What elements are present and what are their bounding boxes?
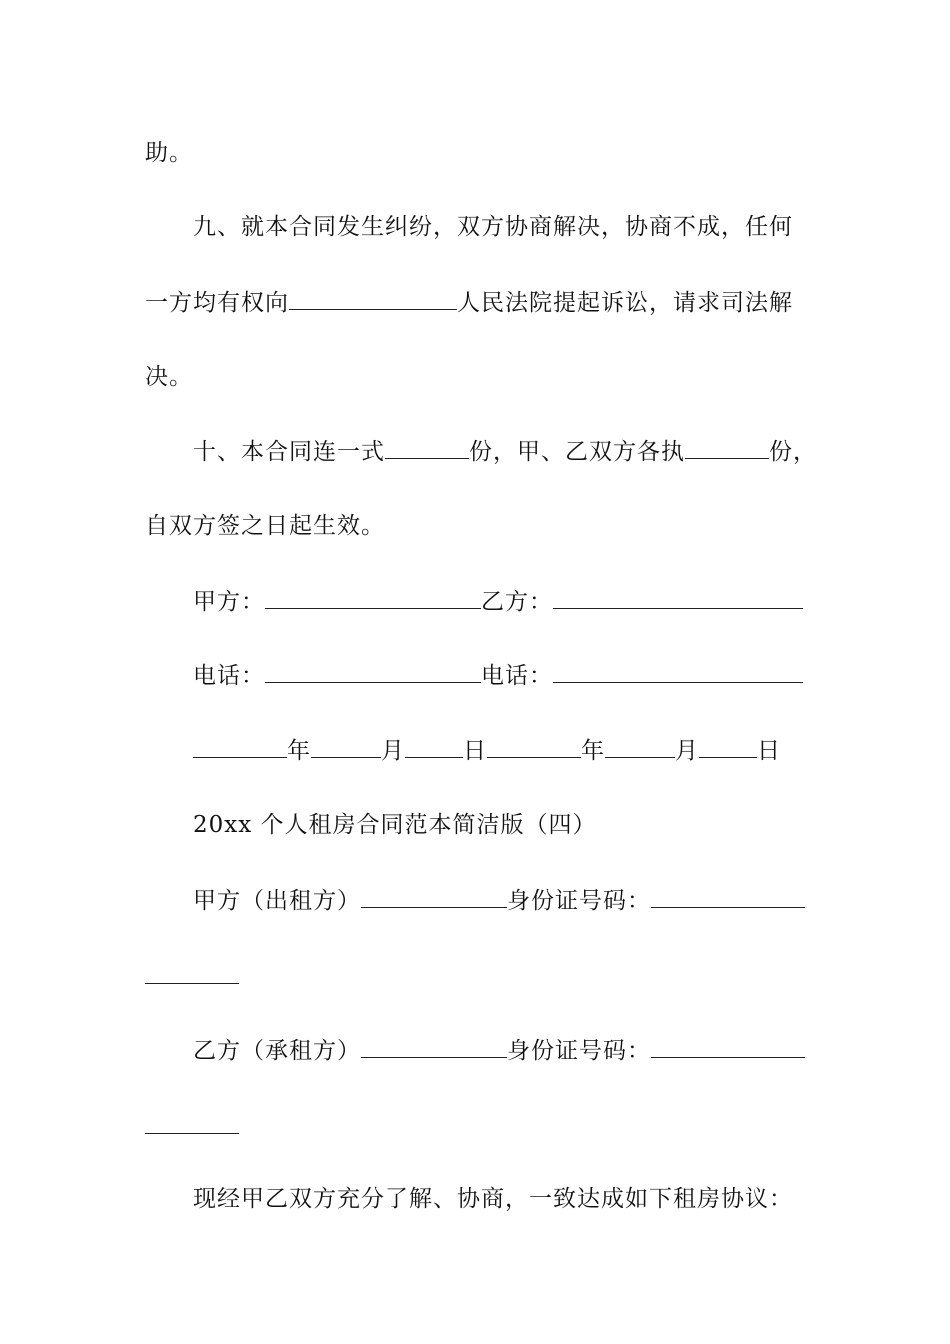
phone-b-label: 电话： [481, 663, 553, 689]
id-label: 身份证号码： [507, 888, 651, 914]
lessor-id-blank[interactable] [651, 885, 805, 908]
day-label: 日 [463, 738, 487, 764]
clause-ten [193, 436, 817, 467]
section-title [193, 810, 597, 840]
year-a-blank[interactable] [193, 735, 287, 758]
signature-dates [193, 735, 781, 766]
text: 份，甲、乙双方各执 [469, 439, 685, 465]
paragraph-line [145, 362, 193, 392]
lessee-id-blank-continued[interactable] [145, 1132, 239, 1134]
court-blank[interactable] [289, 287, 457, 310]
party-a-blank[interactable] [265, 586, 481, 609]
text: 助。 [145, 140, 193, 166]
copies-total-blank[interactable] [385, 436, 469, 459]
party-a-label: 甲方： [193, 589, 265, 615]
lessor-line [193, 885, 805, 916]
paragraph-line [145, 511, 385, 541]
text: 十、本合同连一式 [193, 439, 385, 465]
lessee-label: 乙方（承租方） [193, 1038, 361, 1064]
year-label: 年 [287, 738, 311, 764]
lessor-name-blank[interactable] [361, 885, 507, 908]
copies-each-blank[interactable] [685, 436, 769, 459]
signature-phones [193, 660, 803, 691]
text: 现经甲乙双方充分了解、协商，一致达成如下租房协议： [193, 1186, 793, 1212]
id-label: 身份证号码： [507, 1038, 651, 1064]
month-b-blank[interactable] [605, 735, 675, 758]
lessor-id-blank-continued[interactable] [145, 982, 239, 984]
day-a-blank[interactable] [405, 735, 463, 758]
day-label: 日 [757, 738, 781, 764]
lessee-line [193, 1035, 805, 1066]
agreement-line [193, 1184, 793, 1214]
signature-parties [193, 586, 803, 617]
phone-a-label: 电话： [193, 663, 265, 689]
day-b-blank[interactable] [699, 735, 757, 758]
text: 人民法院提起诉讼，请求司法解 [457, 290, 793, 316]
title-text: 20xx 个人租房合同范本简洁版（四） [193, 812, 597, 838]
phone-b-blank[interactable] [553, 660, 803, 683]
paragraph-line [145, 138, 193, 168]
text: 九、就本合同发生纠纷，双方协商解决，协商不成，任何 [193, 214, 793, 240]
party-b-blank[interactable] [553, 586, 803, 609]
text: 份， [769, 439, 817, 465]
text: 决。 [145, 364, 193, 390]
clause-nine [193, 212, 793, 242]
year-label: 年 [581, 738, 605, 764]
year-b-blank[interactable] [487, 735, 581, 758]
lessee-id-blank[interactable] [651, 1035, 805, 1058]
text: 自双方签之日起生效。 [145, 513, 385, 539]
text: 一方均有权向 [145, 290, 289, 316]
lessor-label: 甲方（出租方） [193, 888, 361, 914]
paragraph-line [145, 287, 793, 318]
month-label: 月 [675, 738, 699, 764]
month-label: 月 [381, 738, 405, 764]
lessee-name-blank[interactable] [361, 1035, 507, 1058]
month-a-blank[interactable] [311, 735, 381, 758]
party-b-label: 乙方： [481, 589, 553, 615]
phone-a-blank[interactable] [265, 660, 481, 683]
